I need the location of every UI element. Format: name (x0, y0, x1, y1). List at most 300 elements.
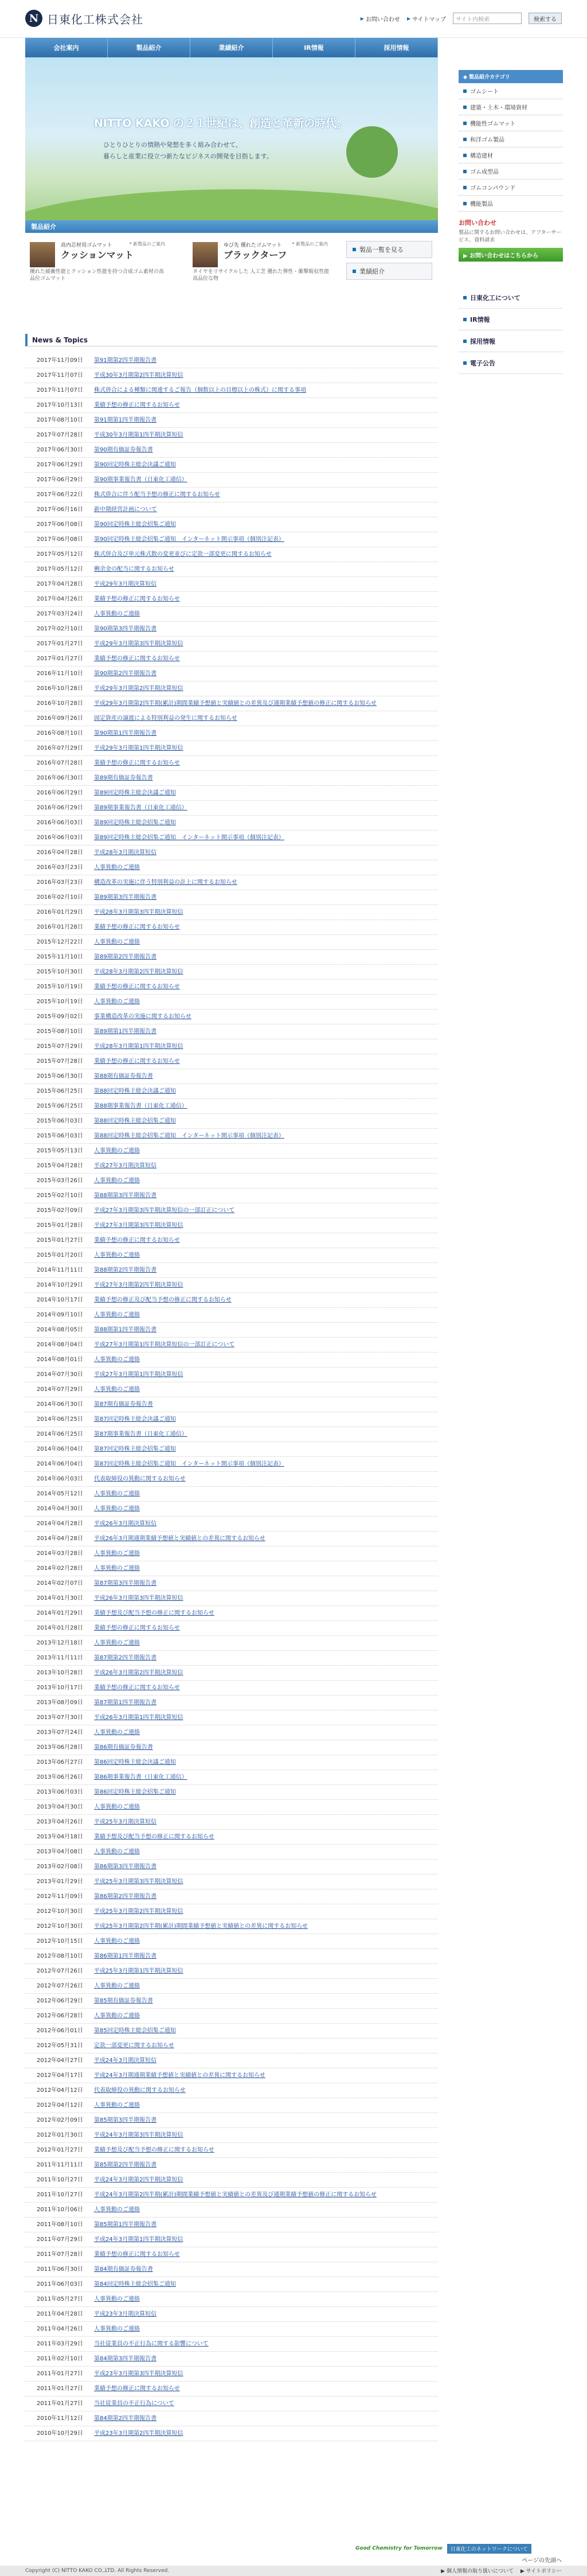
news-date: 2016年07月29日 (37, 745, 83, 751)
news-link[interactable]: 平成29年3月期第2四半期決算短信 (94, 685, 183, 692)
news-row (25, 1412, 438, 1427)
news-date: 2011年01月27日 (37, 2371, 83, 2377)
news-row (25, 1144, 438, 1159)
news-link[interactable]: 平成25年3月期第2四半期決算短信 (94, 1908, 183, 1915)
news-date: 2013年10月17日 (37, 1685, 83, 1691)
news-list (25, 353, 438, 2441)
inquiry-button[interactable]: ▶ お問い合わせはこちらから (459, 248, 563, 262)
news-link[interactable]: 代表取締役の異動に関するお知らせ (94, 2087, 186, 2094)
news-link[interactable]: 平成28年3月期第2四半期決算短信 (94, 969, 183, 975)
news-link[interactable]: 第86期第3四半期報告書 (94, 1864, 157, 1870)
news-link[interactable]: 平成26年3月期第2四半期決算短信 (94, 1670, 183, 1676)
news-link[interactable]: 第88期第2四半期報告書 (94, 1267, 157, 1273)
sidebar-nav-label: 電子公告 (470, 359, 495, 367)
gnav-item-results[interactable]: 業績紹介 (190, 38, 273, 57)
news-row (25, 473, 438, 488)
news-date: 2015年01月27日 (37, 1237, 83, 1244)
news-link[interactable]: 業績予想の修正及び配当予想の修正に関するお知らせ (94, 1297, 232, 1303)
news-link[interactable]: 第91期第1四半期報告書 (94, 417, 157, 423)
sidebar-item-rubber-products[interactable] (459, 131, 563, 147)
news-link[interactable]: 業績予想及び配当予想の修正に関するお知らせ (94, 2147, 214, 2153)
inquiry-text: 製品に関するお問い合わせは、アフターサービス、資料請求 (459, 230, 562, 243)
news-date: 2015年06月25日 (37, 1103, 83, 1109)
products-heading: 製品紹介 (25, 220, 438, 233)
square-bullet-icon (463, 296, 467, 299)
news-link[interactable]: 第85回定時株主総会招集ご通知 (94, 2028, 176, 2034)
news-date: 2014年01月28日 (37, 1625, 83, 1631)
news-row (25, 786, 438, 801)
news-row (25, 1949, 438, 1964)
news-link[interactable]: 第87回定時株主総会招集ご通知 (94, 1446, 176, 1452)
sidebar-item-label: 構造建材 (470, 153, 493, 159)
news-row (25, 1039, 438, 1054)
news-row (25, 1457, 438, 1472)
news-date: 2014年06月04日 (37, 1461, 83, 1467)
sidebar-item-compound[interactable] (459, 180, 563, 196)
news-link[interactable]: 人事異動のご連絡 (94, 1148, 140, 1154)
news-link[interactable]: 平成24年3月期第2四半期(累計)期間業績予想値と実績値との差異及び通期業績予想値の修正に関するお知らせ (94, 2192, 377, 2198)
news-link[interactable]: 第86回定時株主総会決議ご通知 (94, 1759, 176, 1766)
news-link[interactable]: 第88期有価証券報告書 (94, 1073, 153, 1079)
news-link[interactable]: 人事異動のご連絡 (94, 2326, 140, 2332)
news-link[interactable]: 株式併合による種類に関連するご報告（個数以上の目標以上の株式）に関する事項 (94, 387, 306, 393)
news-link[interactable]: 平成26年3月期第3四半期決算短信 (94, 1595, 183, 1601)
news-link[interactable]: 平成29年3月期第1四半期決算短信 (94, 745, 183, 751)
sitemap-link[interactable] (407, 14, 446, 23)
news-link[interactable]: 業績予想の修正に関するお知らせ (94, 1625, 180, 1631)
news-link[interactable]: 人事異動のご連絡 (94, 1178, 140, 1184)
news-link[interactable]: 第88回定時株主総会招集ご通知 インターネット開示事項（個別注記表） (94, 1133, 284, 1139)
square-bullet-icon (353, 270, 356, 273)
news-row (25, 2098, 438, 2113)
news-date: 2016年06月03日 (37, 835, 83, 841)
gnav-item-recruit[interactable]: 採用情報 (355, 38, 438, 57)
news-link[interactable]: 平成28年3月期第3四半期決算短信 (94, 909, 183, 915)
news-link[interactable]: 業績予想の修正に関するお知らせ (94, 402, 180, 408)
news-date: 2014年04月28日 (37, 1536, 83, 1542)
news-link[interactable]: 第88期事業報告書（日東化工通信） (94, 1103, 187, 1109)
news-date: 2012年10月15日 (37, 1938, 83, 1944)
news-link[interactable]: 第87回定時株主総会招集ご通知 インターネット開示事項（個別注記表） (94, 1461, 284, 1467)
product-image (30, 242, 55, 267)
news-link[interactable]: 平成27年3月期第1四半期決算短信 (94, 1371, 183, 1378)
square-bullet-icon (463, 361, 467, 365)
news-link[interactable]: 第89期第3四半期報告書 (94, 894, 157, 901)
news-date: 2012年06月01日 (37, 2028, 83, 2034)
news-link[interactable]: 人事異動のご連絡 (94, 2013, 140, 2019)
news-link[interactable]: 第89回定時株主総会招集ご通知 インターネット開示事項（個別注記表） (94, 835, 284, 841)
news-date: 2014年08月05日 (37, 1327, 83, 1333)
news-row (25, 592, 438, 607)
news-link[interactable]: 第90期有価証券報告書 (94, 447, 153, 453)
news-row (25, 1278, 438, 1293)
news-link[interactable]: 第89期第2四半期報告書 (94, 954, 157, 960)
news-link[interactable]: 第90期第1四半期報告書 (94, 730, 157, 736)
gnav-item-products[interactable]: 製品紹介 (108, 38, 190, 57)
news-link[interactable]: 第86期第2四半期報告書 (94, 1893, 157, 1900)
news-date: 2017年01月27日 (37, 641, 83, 647)
product-new-badge: * 新製品のご案内 (292, 241, 328, 247)
news-date: 2014年10月17日 (37, 1297, 83, 1303)
news-link[interactable]: 第86期事業報告書（日東化工通信） (94, 1774, 187, 1780)
news-link[interactable]: 第90期第2四半期報告書 (94, 671, 157, 677)
news-link[interactable]: 平成27年3月期第3四半期決算短信の一部訂正について (94, 1207, 235, 1214)
news-link[interactable]: 第89期第1四半期報告書 (94, 1028, 157, 1035)
contact-link[interactable] (361, 14, 400, 23)
news-row (25, 1755, 438, 1770)
news-link[interactable]: 業績予想の修正に関するお知らせ (94, 760, 180, 766)
news-link[interactable]: 平成23年3月期決算短信 (94, 2311, 157, 2317)
contact-link-label: お問い合わせ (365, 16, 400, 23)
news-date: 2017年01月27日 (37, 656, 83, 662)
news-date: 2014年02月28日 (37, 1565, 83, 1572)
news-date: 2013年06月27日 (37, 1759, 83, 1766)
news-link[interactable]: 業績予想の修正に関するお知らせ (94, 656, 180, 662)
news-link[interactable]: 当社従業員の不正行為に関する影響について (94, 2341, 209, 2347)
news-link[interactable]: 業績予想の修正に関するお知らせ (94, 1058, 180, 1065)
news-link[interactable]: 平成28年3月期第1四半期決算短信 (94, 1043, 183, 1050)
hero-banner (25, 57, 438, 229)
news-link[interactable]: 人事異動のご連絡 (94, 1565, 140, 1572)
news-link[interactable]: 人事異動のご連絡 (94, 1506, 140, 1512)
news-date: 2011年10月27日 (37, 2177, 83, 2183)
news-date: 2011年06月30日 (37, 2266, 83, 2273)
sidebar-item-rubber-sheet[interactable] (459, 83, 563, 99)
news-link[interactable]: 業績予想の修正に関するお知らせ (94, 924, 180, 930)
news-link[interactable]: 第90期事業報告書（日東化工通信） (94, 477, 187, 483)
news-link[interactable]: 平成26年3月期通期業績予想値と実績値との差異に関するお知らせ (94, 1536, 265, 1542)
news-date: 2015年02月09日 (37, 1207, 83, 1214)
sidebar-item-functional[interactable] (459, 196, 563, 212)
news-link[interactable]: 平成27年3月期決算短信 (94, 1163, 157, 1169)
news-link[interactable]: 第85期第2四半期報告書 (94, 2162, 157, 2168)
news-date: 2016年04月28日 (37, 849, 83, 856)
news-link[interactable]: 第85期有価証券報告書 (94, 1998, 153, 2004)
news-link[interactable]: 平成24年3月期第3四半期決算短信 (94, 2132, 183, 2138)
square-bullet-icon (463, 318, 467, 321)
news-link[interactable]: 平成24年3月期決算短信 (94, 2057, 157, 2064)
product-desc: タイヤをリサイクルした 人工芝 優れた弾性・衝撃吸収性能 高品位な物 (193, 269, 330, 282)
news-link[interactable]: 人事異動のご連絡 (94, 1640, 140, 1646)
news-row (25, 1904, 438, 1919)
news-link[interactable]: 代表取締役の異動に関するお知らせ (94, 1476, 186, 1482)
news-row (25, 1889, 438, 1904)
news-link[interactable]: 第91期第2四半期報告書 (94, 357, 157, 364)
news-date: 2017年11月07日 (37, 387, 83, 393)
news-row (25, 2426, 438, 2441)
news-link[interactable]: 人事異動のご連絡 (94, 1729, 140, 1736)
news-link[interactable]: 第87期事業報告書（日東化工通信） (94, 1431, 187, 1437)
product-list-button[interactable] (346, 241, 432, 258)
page-top-link[interactable]: ページの先頭へ (522, 2558, 562, 2564)
news-row (25, 1651, 438, 1666)
results-button[interactable] (346, 263, 432, 280)
news-link[interactable]: 業績予想の修正に関するお知らせ (94, 1685, 180, 1691)
news-date: 2015年09月02日 (37, 1014, 83, 1020)
news-row (25, 1994, 438, 2009)
news-row (25, 2262, 438, 2277)
logo[interactable] (25, 8, 143, 29)
news-link[interactable]: 第89回定時株主総会決議ご通知 (94, 790, 176, 796)
news-link[interactable]: 平成25年3月期第2四半期(累計)期間業績予想値と実績値との差異に関するお知らせ (94, 1923, 308, 1930)
news-link[interactable]: 株式併合及び単元株式数の変更並びに定款一部変更に関するお知らせ (94, 551, 272, 558)
news-link[interactable]: 定款一部変更に関するお知らせ (94, 2043, 174, 2049)
news-link[interactable]: 平成26年3月期第1四半期決算短信 (94, 1714, 183, 1721)
news-date: 2016年10月28日 (37, 700, 83, 707)
news-date: 2011年10月27日 (37, 2192, 83, 2198)
news-link[interactable]: 第89期事業報告書（日東化工通信） (94, 805, 187, 811)
news-row (25, 1114, 438, 1129)
product-new-badge: * 新製品のご案内 (129, 241, 165, 247)
news-link[interactable]: 業績予想の修正に関するお知らせ (94, 984, 180, 990)
news-link[interactable]: 第85期第3四半期報告書 (94, 2117, 157, 2123)
news-link[interactable]: 人事異動のご連絡 (94, 1491, 140, 1497)
news-date: 2016年02月10日 (37, 894, 83, 901)
news-row (25, 2009, 438, 2024)
news-date: 2013年11月11日 (37, 1655, 83, 1661)
news-row (25, 1353, 438, 1367)
news-link[interactable]: 業績予想の修正に関するお知らせ (94, 2251, 180, 2258)
news-link[interactable]: 平成23年3月期第3四半期決算短信 (94, 2371, 183, 2377)
news-link[interactable]: 第90回定時株主総会招集ご通知 インターネット開示事項（個別注記表） (94, 536, 284, 543)
sidebar-item-ir[interactable] (459, 309, 563, 330)
news-row (25, 2143, 438, 2158)
news-link[interactable]: 平成29年3月期第3四半期決算短信 (94, 641, 183, 647)
news-link[interactable]: 第87回定時株主総会決議ご通知 (94, 1416, 176, 1423)
news-link[interactable]: 構造改革の実施に伴う特別利益の計上に関するお知らせ (94, 879, 237, 886)
news-row (25, 1517, 438, 1531)
news-link[interactable]: 業績予想及び配当予想の修正に関するお知らせ (94, 1610, 214, 1616)
news-date: 2013年07月24日 (37, 1729, 83, 1736)
news-row (25, 2158, 438, 2173)
news-row (25, 502, 438, 517)
news-date: 2017年06月30日 (37, 447, 83, 453)
product-card-cushion-mat[interactable] (30, 240, 167, 280)
news-link[interactable]: 第88回定時株主総会招集ご通知 (94, 1118, 176, 1124)
news-link[interactable]: 第87期第1四半期報告書 (94, 1700, 157, 1706)
news-row (25, 2396, 438, 2411)
news-date: 2015年01月20日 (37, 1252, 83, 1258)
news-row (25, 711, 438, 726)
news-row (25, 2337, 438, 2352)
news-link[interactable]: 第90回定時株主総会決議ご通知 (94, 462, 176, 468)
gnav-item-company[interactable]: 会社案内 (25, 38, 108, 57)
news-row (25, 607, 438, 622)
news-link[interactable]: 人事異動のご連絡 (94, 2296, 140, 2302)
news-link[interactable]: 第84期有価証券報告書 (94, 2266, 153, 2273)
news-row (25, 950, 438, 965)
news-date: 2013年08月09日 (37, 1700, 83, 1706)
news-link[interactable]: 人事異動のご連絡 (94, 1252, 140, 1258)
news-link[interactable]: 第86期有価証券報告書 (94, 1744, 153, 1751)
news-date: 2014年07月29日 (37, 1386, 83, 1393)
news-date: 2017年10月13日 (37, 402, 83, 408)
news-link[interactable]: 第89期有価証券報告書 (94, 775, 153, 781)
news-link[interactable]: 第87期有価証券報告書 (94, 1401, 153, 1408)
news-row (25, 920, 438, 935)
hero-subtitle-2: 暮らしと産業に役立つ新たなビジネスの開発を目指します。 (103, 153, 273, 160)
news-link[interactable]: 第87期第2四半期報告書 (94, 1655, 157, 1661)
news-link[interactable]: 平成25年3月期決算短信 (94, 1819, 157, 1825)
news-row (25, 1696, 438, 1710)
news-link[interactable]: 第84期第2四半期報告書 (94, 2415, 157, 2422)
news-row (25, 2292, 438, 2307)
square-bullet-icon (463, 340, 467, 343)
news-link[interactable]: 第86期第1四半期報告書 (94, 1953, 157, 1959)
network-banner[interactable]: 日東化工のネットワークについて (447, 2544, 531, 2554)
news-row (25, 1382, 438, 1397)
privacy-link[interactable]: ▶ 個人情報の取り扱いについて (441, 2569, 514, 2574)
news-link[interactable]: 新中期経営計画について (94, 506, 157, 513)
utility-nav (361, 13, 562, 24)
news-row (25, 1830, 438, 1845)
news-link[interactable]: 人事異動のご連絡 (94, 1312, 140, 1318)
news-row (25, 1233, 438, 1248)
news-link[interactable]: 事業構造改革の実施に関するお知らせ (94, 1014, 191, 1020)
news-link[interactable]: 第90回定時株主総会招集ご通知 (94, 521, 176, 528)
news-link[interactable]: 第89回定時株主総会招集ご通知 (94, 820, 176, 826)
news-row (25, 801, 438, 816)
news-link[interactable]: 業績予想の修正に関するお知らせ (94, 1237, 180, 1244)
news-date: 2017年06月22日 (37, 492, 83, 498)
news-link[interactable]: 第84回定時株主総会招集ご通知 (94, 2281, 176, 2287)
news-link[interactable]: 人事異動のご連絡 (94, 864, 140, 871)
news-link[interactable]: 第88回定時株主総会決議ご通知 (94, 1088, 176, 1094)
news-link[interactable]: 平成28年3月期決算短信 (94, 849, 157, 856)
news-link[interactable]: 平成24年3月期第2四半期決算短信 (94, 2177, 183, 2183)
news-link[interactable]: 人事異動のご連絡 (94, 1357, 140, 1363)
news-link[interactable]: 平成25年3月期第1四半期決算短信 (94, 1968, 183, 1974)
news-date: 2015年12月22日 (37, 939, 83, 945)
sidebar-item-construction[interactable] (459, 99, 563, 115)
news-date: 2012年06月29日 (37, 1998, 83, 2004)
news-date: 2013年06月03日 (37, 1789, 83, 1795)
product-card-black-turf[interactable] (193, 240, 330, 280)
news-link[interactable]: 第87期第3四半期報告書 (94, 1580, 157, 1587)
news-link[interactable]: 固定資産の譲渡による特別利益の発生に関するお知らせ (94, 715, 237, 722)
news-date: 2017年07月28日 (37, 432, 83, 438)
news-row (25, 1323, 438, 1338)
news-date: 2014年01月30日 (37, 1595, 83, 1601)
sidebar-item-recruit[interactable] (459, 330, 563, 352)
news-date: 2014年06月25日 (37, 1416, 83, 1423)
news-link[interactable]: 業績予想の修正に関するお知らせ (94, 596, 180, 602)
news-row (25, 1979, 438, 1994)
news-link[interactable]: 人事異動のご連絡 (94, 1938, 140, 1944)
news-link[interactable]: 人事異動のご連絡 (94, 1804, 140, 1810)
news-date: 2015年06月25日 (37, 1088, 83, 1094)
news-row (25, 965, 438, 980)
news-link[interactable]: 人事異動のご連絡 (94, 2102, 140, 2109)
sidebar-item-mat[interactable] (459, 115, 563, 131)
sidebar-item-e-notice[interactable] (459, 352, 563, 374)
news-date: 2015年08月10日 (37, 1028, 83, 1035)
news-link[interactable]: 人事異動のご連絡 (94, 1983, 140, 1989)
square-bullet-icon (463, 202, 467, 205)
news-link[interactable]: 平成25年3月期第3四半期決算短信 (94, 1879, 183, 1885)
news-row (25, 1621, 438, 1636)
news-link[interactable]: 平成26年3月期決算短信 (94, 1521, 157, 1527)
news-link[interactable]: 業績予想の修正に関するお知らせ (94, 2386, 180, 2392)
news-date: 2012年07月26日 (37, 1968, 83, 1974)
news-date: 2012年01月27日 (37, 2147, 83, 2153)
news-link[interactable]: 平成27年3月期第1四半期決算短信の一部訂正について (94, 1342, 235, 1348)
news-row (25, 1367, 438, 1382)
news-link[interactable]: 人事異動のご連絡 (94, 939, 140, 945)
search-input[interactable]: サイト内検索 (453, 13, 522, 24)
gnav-item-ir[interactable]: IR情報 (273, 38, 355, 57)
news-link[interactable]: 第85期第1四半期報告書 (94, 2222, 157, 2228)
news-row (25, 1024, 438, 1039)
news-date: 2011年01月27日 (37, 2400, 83, 2407)
news-link[interactable]: 第88期第1四半期報告書 (94, 1327, 157, 1333)
news-date: 2017年05月12日 (37, 566, 83, 572)
news-link[interactable]: 人事異動のご連絡 (94, 1849, 140, 1855)
site-policy-link[interactable]: ▶ サイトポリシー (520, 2569, 562, 2574)
sidebar-item-about[interactable] (459, 287, 563, 309)
news-link[interactable]: 人事異動のご連絡 (94, 999, 140, 1005)
sidebar-item-structural[interactable] (459, 147, 563, 163)
news-row (25, 532, 438, 547)
news-section (25, 334, 438, 2441)
news-date: 2013年04月30日 (37, 1804, 83, 1810)
news-date: 2012年06月28日 (37, 2013, 83, 2019)
sidebar-item-molded[interactable] (459, 163, 563, 180)
news-link[interactable]: 人事異動のご連絡 (94, 2207, 140, 2213)
news-link[interactable]: 第86回定時株主総会招集ご通知 (94, 1789, 176, 1795)
news-date: 2015年10月19日 (37, 984, 83, 990)
news-link[interactable]: 平成27年3月期第3四半期決算短信 (94, 1222, 183, 1229)
news-row (25, 756, 438, 771)
news-link[interactable]: 人事異動のご連絡 (94, 1550, 140, 1557)
news-link[interactable]: 平成30年3月期第2四半期決算短信 (94, 372, 183, 379)
news-link[interactable]: 平成27年3月期第2四半期決算短信 (94, 1282, 183, 1288)
news-row (25, 1203, 438, 1218)
news-row (25, 1576, 438, 1591)
news-date: 2014年08月04日 (37, 1342, 83, 1348)
news-date: 2016年06月29日 (37, 790, 83, 796)
news-row (25, 1218, 438, 1233)
news-link[interactable]: 第90期第3四半期報告書 (94, 626, 157, 632)
news-link[interactable]: 人事異動のご連絡 (94, 611, 140, 617)
news-link[interactable]: 第88期第3四半期報告書 (94, 1192, 157, 1199)
news-date: 2015年10月30日 (37, 969, 83, 975)
search-button[interactable]: 検索する (529, 13, 562, 24)
news-link[interactable]: 業績予想及び配当予想の修正に関するお知らせ (94, 1834, 214, 1840)
news-date: 2016年06月29日 (37, 805, 83, 811)
news-link[interactable]: 株式併合に伴う配当予想の修正に関するお知らせ (94, 492, 220, 498)
news-row (25, 2083, 438, 2098)
news-link[interactable]: 第84期第3四半期報告書 (94, 2356, 157, 2362)
news-link[interactable]: 当社従業員の不正行為について (94, 2400, 174, 2407)
sidebar-item-label: ゴムコンパウンド (470, 185, 516, 192)
news-row (25, 2188, 438, 2203)
news-row (25, 1934, 438, 1949)
sidebar-nav-label: 採用情報 (470, 337, 495, 345)
news-link[interactable]: 人事異動のご連絡 (94, 1386, 140, 1393)
news-link[interactable]: 平成24年3月期通期業績予想値と実績値との差異に関するお知らせ (94, 2072, 265, 2079)
news-link[interactable]: 平成29年3月期第2四半期(累計)期間業績予想値と実績値との差異及び通期業績予想値の修正に関するお知らせ (94, 700, 377, 707)
news-link[interactable]: 平成23年3月期第2四半期決算短信 (94, 2430, 183, 2437)
news-date: 2012年05月31日 (37, 2043, 83, 2049)
news-link[interactable]: 平成29年3月期決算短信 (94, 581, 157, 587)
news-row (25, 353, 438, 368)
news-link[interactable]: 平成30年3月期第1四半期決算短信 (94, 432, 183, 438)
news-link[interactable]: 平成24年3月期第1四半期決算短信 (94, 2236, 183, 2243)
news-date: 2011年11月11日 (37, 2162, 83, 2168)
product-tag: 高内芯材用ゴムマット (61, 243, 112, 248)
news-link[interactable]: 剰余金の配当に関するお知らせ (94, 566, 174, 572)
